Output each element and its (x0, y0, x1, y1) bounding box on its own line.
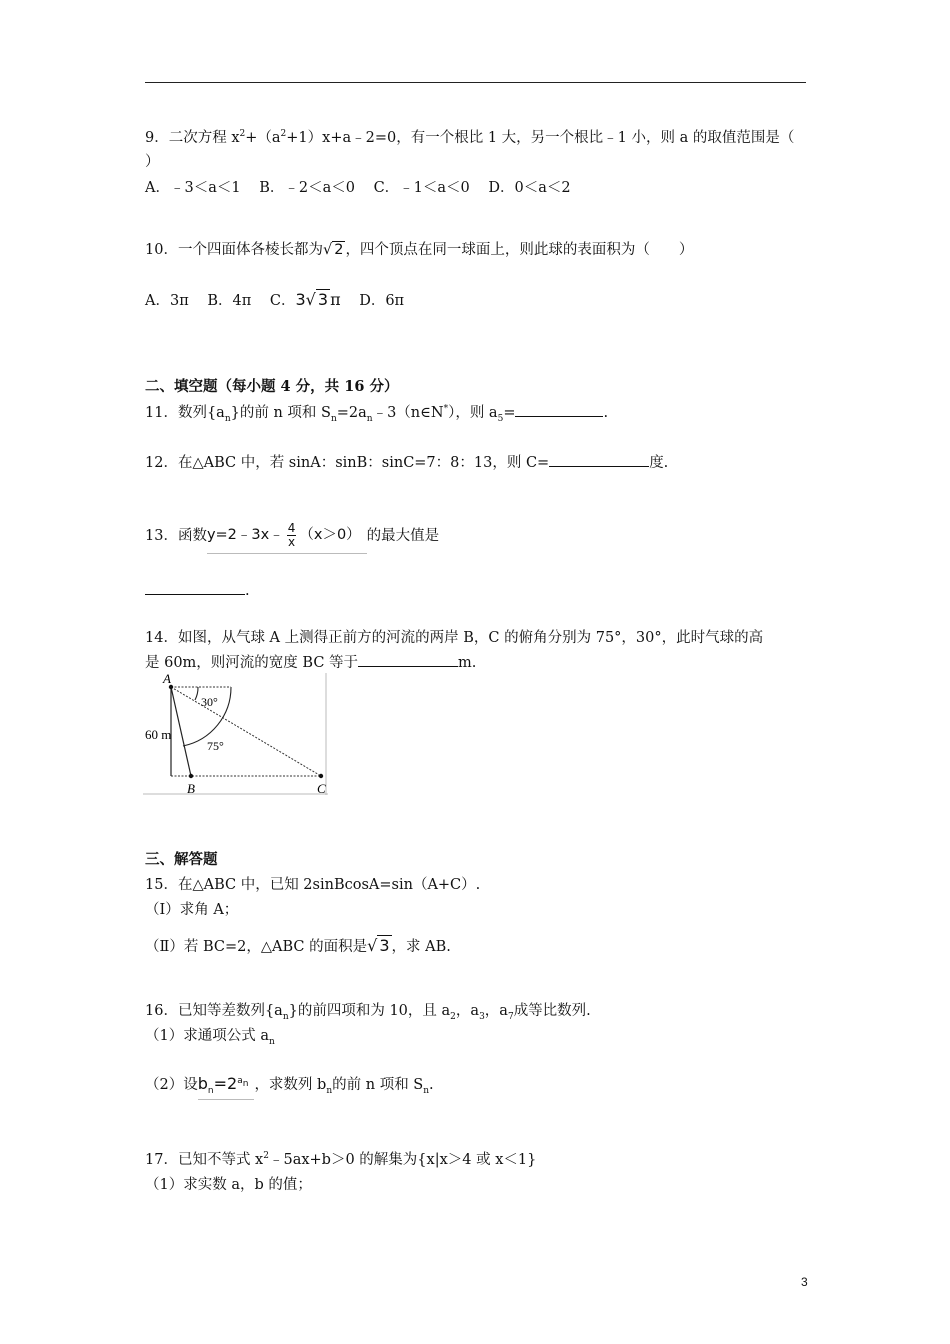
q13-function-expr: y=2﹣3x﹣ $\frac{4}{x}$ （x＞0） (207, 518, 367, 554)
q9-option-d: D．0＜a＜2 (488, 180, 571, 196)
q12-answer-blank (549, 452, 649, 467)
q14-line2: 是 60m，则河流的宽度 BC 等于 m. (145, 652, 476, 673)
point-b (189, 774, 193, 778)
q15-stem: 15．在△ABC 中，已知 2sinBcosA=sin（A+C）. (145, 877, 481, 893)
section-2-heading: 二、填空题（每小题 4 分，共 16 分） (145, 378, 399, 395)
q17-part1: （1）求实数 a，b 的值； (145, 1177, 312, 1193)
sqrt-3: √ 3 (367, 936, 390, 955)
angle-arc-30 (195, 687, 198, 700)
q9-option-a: A．﹣3＜a＜1 (145, 180, 241, 196)
q15-part1: （Ⅰ）求角 A； (145, 902, 239, 918)
q10-options (145, 290, 418, 311)
line-ac (171, 687, 321, 776)
q16-stem: 16．已知等差数列$\{a_n\}$的前四项和为 10，且 $a_2$，$a_3$，$a_7$成等比数列. (145, 1003, 591, 1022)
q13-answer: . (145, 580, 250, 601)
q9-option-c: C．﹣1＜a＜0 (373, 180, 470, 196)
q14-line1: 14．如图，从气球 A 上测得正前方的河流的两岸 B，C 的俯角分别为 75°，30°，此时气球的高 (145, 630, 764, 646)
label-c: C (317, 781, 326, 796)
q11-answer-blank (515, 402, 603, 417)
q10-option-a: A．3π (145, 293, 189, 309)
q16-part2: （2）设$b_n=2^{a_n}$ ，求数列 $b_n$的前 n 项和 $S_n$. (145, 1070, 434, 1100)
q10-option-b: B．4π (207, 293, 252, 309)
balloon-river-figure (143, 673, 328, 796)
point-c (319, 774, 323, 778)
q17-stem: 17．已知不等式 $x^2﹣5ax+b>0$ 的解集为{x|x＞4 或 x＜1} (145, 1151, 537, 1168)
section-3-heading: 三、解答题 (145, 851, 218, 868)
label-angle-75: 75° (207, 739, 224, 753)
header-rule (145, 82, 806, 83)
q11: 11．数列$\{a_n\}$的前 n 项和 $S_n=2a_n﹣3(n\in N^*)$，则 $a_5=$ . (145, 402, 608, 423)
line-ab (171, 687, 191, 776)
q16-bn-expr: $b_n=2^{a_n}$ (198, 1070, 255, 1100)
q15-part2: （Ⅱ）若 BC=2，△ABC 的面积是√ 3 ，求 AB. (145, 936, 451, 955)
label-angle-30: 30° (201, 695, 218, 709)
q12: 12．在△ABC 中，若 sinA：sinB：sinC=7：8：13，则 C= 度. (145, 452, 668, 473)
q10-stem: 10．一个四面体各棱长都为√ 2 ，四个顶点在同一球面上，则此球的表面积为（ ） (145, 242, 694, 258)
q9-stem: 9．二次方程 $x^2+(a^2+1)x+a﹣2=0$，有一个根比 1 大，另一个根比﹣1 小，则 a 的取值范围是（ (145, 129, 795, 146)
q10-option-d: D．6π (359, 293, 405, 309)
page-number: 3 (801, 1275, 808, 1289)
q13-answer-blank (145, 580, 245, 595)
label-height: 60 m (145, 727, 172, 742)
label-b: B (187, 781, 195, 796)
q16-part1: （1）求通项公式 $a_n$ (145, 1028, 275, 1047)
q14-answer-blank (358, 652, 458, 667)
q10-option-c: C．3√ 3 π (269, 290, 341, 309)
q9-close: ） (145, 154, 160, 170)
label-a: A (163, 673, 171, 686)
q9-options (145, 178, 585, 198)
q13: 13．函数y=2﹣3x﹣ $\frac{4}{x}$ （x＞0） 的最大值是 (145, 518, 439, 554)
q9-option-b: B．﹣2＜a＜0 (259, 180, 355, 196)
sqrt-2: √ 2 (322, 242, 344, 258)
